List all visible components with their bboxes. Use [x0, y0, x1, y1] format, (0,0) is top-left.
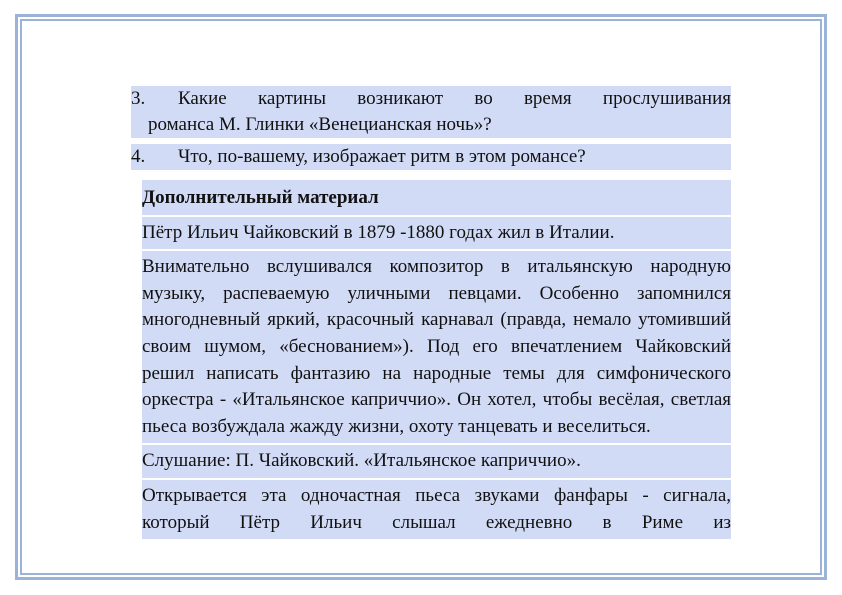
extra-material — [142, 180, 731, 539]
paragraph-carnival: Внимательно вслушивался композитор в итальянскую народную музыку, распеваемую уличными певцами. Особенно запомнился многодневный яркий, красочный карнавал (правда, немало утомивший своим шумом, «беснованием»). Под его впечатлением Чайковский решил написать фантазию на народные темы для симфонического оркестра - «Итальянское каприччио». Он хотел, чтобы весёлая, светлая пьеса возбуждала жажду жизни, охоту танцевать и веселиться. — [142, 251, 731, 443]
question-list — [131, 86, 731, 170]
paragraph-intro: Пётр Ильич Чайковский в 1879 -1880 годах жил в Италии. — [142, 217, 731, 250]
question-3-first-line — [131, 86, 731, 112]
question-3-continuation: романса М. Глинки «Венецианская ночь»? — [131, 112, 731, 138]
paragraph-listening: Слушание: П. Чайковский. «Итальянское каприччио». — [142, 445, 731, 478]
question-number: 4. — [131, 146, 146, 167]
question-text: Какие картины возникают во время прослушивания — [178, 88, 731, 109]
question-text: Что, по-вашему, изображает ритм в этом романсе? — [178, 146, 586, 167]
question-item-4 — [131, 144, 731, 170]
section-heading: Дополнительный материал — [142, 180, 731, 215]
question-number: 3. — [131, 88, 146, 109]
paragraph-fanfare: Открывается эта одночастная пьеса звуками фанфары - сигнала, который Пётр Ильич слышал ежедневно в Риме из — [142, 480, 731, 539]
question-4-line — [131, 144, 731, 170]
question-item-3 — [131, 86, 731, 138]
